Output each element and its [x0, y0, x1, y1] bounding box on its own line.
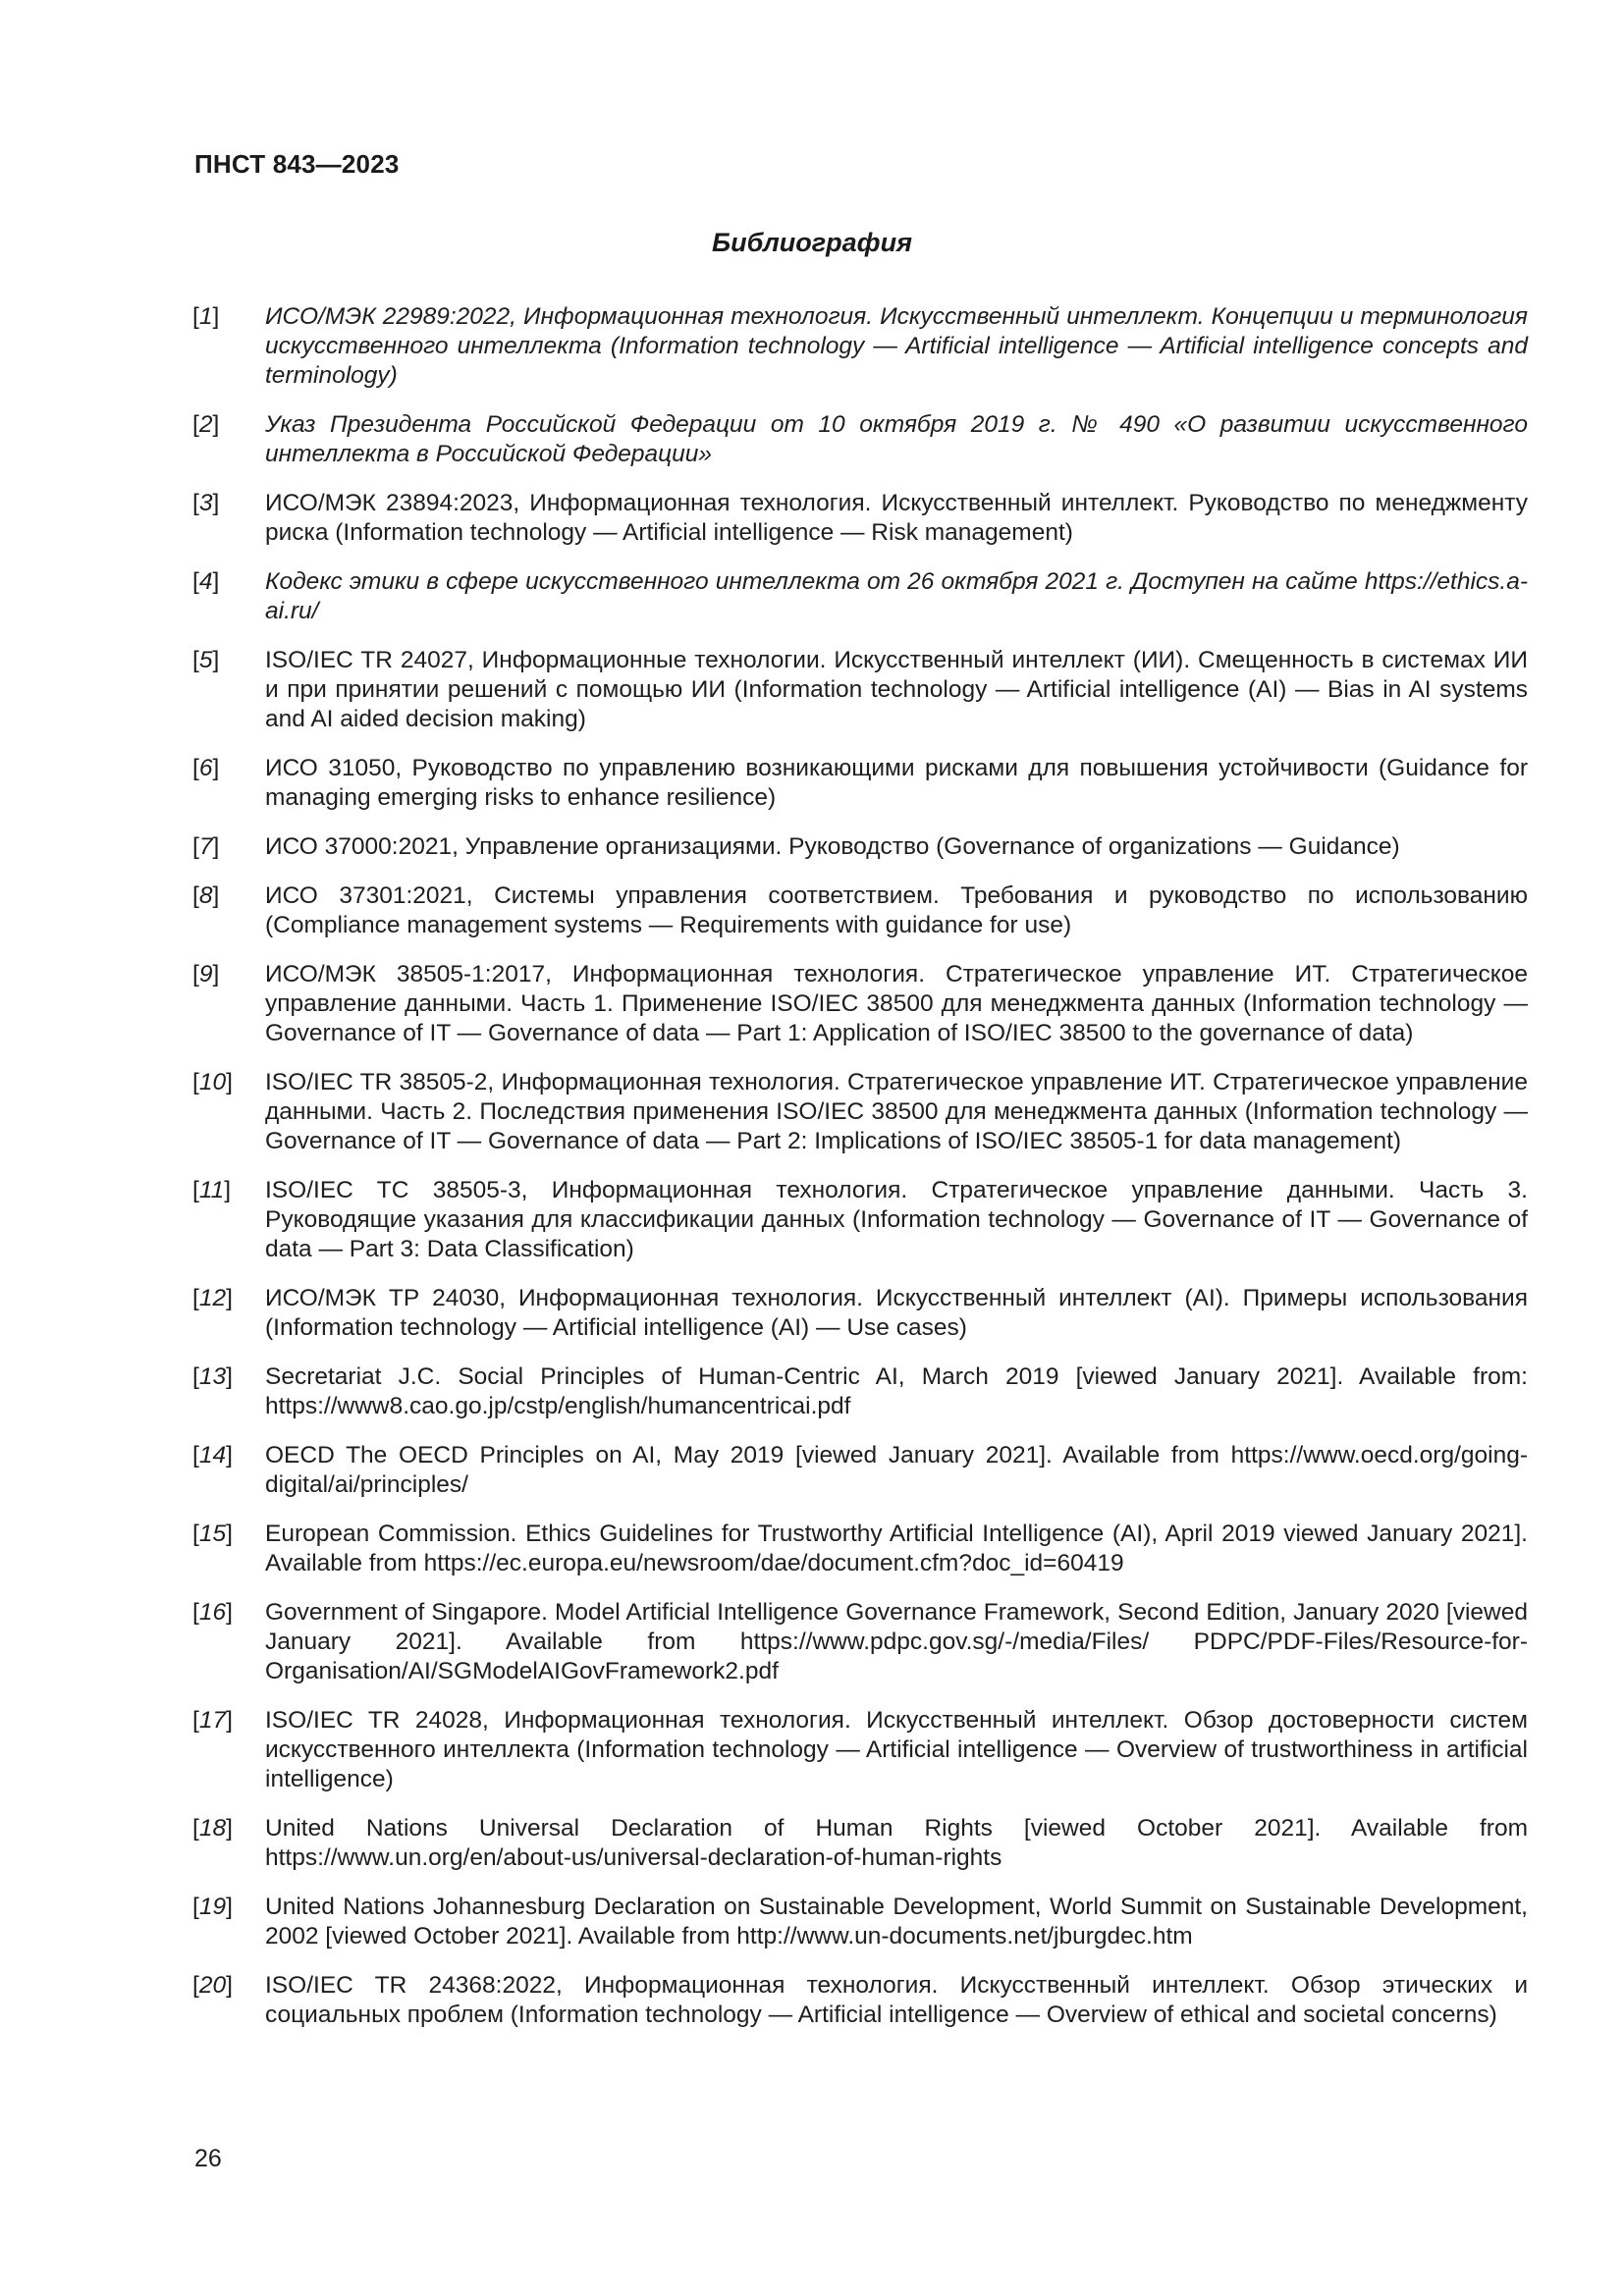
entry-number: [6] [192, 755, 220, 781]
entry-number: [3] [192, 490, 220, 516]
page-number: 26 [194, 2145, 222, 2172]
bibliography-entry [192, 302, 1528, 391]
entry-number: [18] [192, 1815, 233, 1842]
entry-number-value: 10 [198, 1069, 227, 1095]
entry-number-value: 3 [198, 490, 213, 516]
bibliography-entry [192, 567, 1528, 626]
entry-text: OECD The OECD Principles on AI, May 2019 [viewed January 2021]. Available from https://www.oecd.org/going-digital/ai/principles/ [265, 1442, 1528, 1498]
entry-text: ИСО/МЭК 22989:2022, Информационная технология. Искусственный интеллект. Концепции и терминология искусственного интеллекта (Information technology — Artificial intelligence — Artificial intelligence concepts and terminology) [265, 303, 1528, 389]
entry-number: [8] [192, 882, 220, 909]
bibliography-entry [192, 646, 1528, 734]
entry-text: ISO/IEC TR 24027, Информационные технологии. Искусственный интеллект (ИИ). Смещенность в системах ИИ и при принятии решений с помощью ИИ (Information technology — Artificial intelligence (AI) — Bias in AI systems and AI aided decision making) [265, 647, 1528, 732]
bibliography-entry [192, 1068, 1528, 1156]
entry-number-value: 5 [198, 647, 213, 673]
entry-number-value: 12 [198, 1285, 227, 1311]
bibliography-entry [192, 1971, 1528, 2030]
entry-number-value: 7 [198, 833, 213, 860]
entry-number-value: 9 [198, 961, 213, 988]
entry-number-value: 6 [198, 755, 213, 781]
entry-number-value: 13 [198, 1363, 227, 1390]
bibliography-entry [192, 1520, 1528, 1578]
entry-text: United Nations Johannesburg Declaration on Sustainable Development, World Summit on Sustainable Development, 2002 [viewed October 2021]. Available from http://www.un-documents.net/jburgdec.htm [265, 1894, 1528, 1949]
entry-text: Secretariat J.C. Social Principles of Human-Centric AI, March 2019 [viewed January 2021]. Available from: https://www8.cao.go.jp/cstp/english/humancentricai.pdf [265, 1363, 1528, 1419]
entry-number: [19] [192, 1894, 233, 1920]
entry-number-value: 11 [198, 1177, 225, 1203]
entry-text: Кодекс этики в сфере искусственного интеллекта от 26 октября 2021 г. Доступен на сайте https://ethics.a-ai.ru/ [265, 568, 1528, 624]
bibliography-entry [192, 1706, 1528, 1794]
bibliography-entry [192, 489, 1528, 548]
entry-text: ISO/IEC TR 24028, Информационная технология. Искусственный интеллект. Обзор достоверности систем искусственного интеллекта (Information technology — Artificial intelligence — Overview of trustworthiness in artificial intelligence) [265, 1707, 1528, 1792]
document-code: ПНСТ 843—2023 [194, 149, 400, 179]
bibliography-entry [192, 1814, 1528, 1873]
entry-number: [4] [192, 568, 220, 595]
entry-number: [9] [192, 961, 220, 988]
entry-number-value: 17 [198, 1707, 227, 1734]
entry-number: [2] [192, 411, 220, 438]
entry-text: ИСО/МЭК 23894:2023, Информационная технология. Искусственный интеллект. Руководство по менеджменту риска (Information technology — Artificial intelligence — Risk management) [265, 490, 1528, 546]
entry-text: ИСО 31050, Руководство по управлению возникающими рисками для повышения устойчивости (Guidance for managing emerging risks to enhance resilience) [265, 755, 1528, 811]
entry-number-value: 4 [198, 568, 213, 595]
entry-number: [10] [192, 1069, 233, 1095]
entry-number-value: 20 [198, 1972, 227, 1999]
entry-number-value: 18 [198, 1815, 227, 1842]
entry-text: Указ Президента Российской Федерации от 10 октября 2019 г. № 490 «О развитии искусственного интеллекта в Российской Федерации» [265, 411, 1528, 467]
entry-text: ИСО 37301:2021, Системы управления соответствием. Требования и руководство по использованию (Compliance management systems — Requirements with guidance for use) [265, 882, 1528, 938]
entry-number-value: 14 [198, 1442, 227, 1468]
bibliography-entry [192, 410, 1528, 469]
bibliography-list [192, 302, 1528, 2050]
entry-number: [5] [192, 647, 220, 673]
entry-number: [16] [192, 1599, 233, 1626]
bibliography-entry [192, 1441, 1528, 1500]
bibliography-entry [192, 1284, 1528, 1343]
bibliography-entry [192, 1893, 1528, 1951]
entry-number: [1] [192, 303, 220, 330]
entry-number: [12] [192, 1285, 233, 1311]
entry-number: [7] [192, 833, 220, 860]
entry-number: [13] [192, 1363, 233, 1390]
entry-text: ИСО/МЭК 38505-1:2017, Информационная технология. Стратегическое управление ИТ. Стратегическое управление данными. Часть 1. Применение ISO/IEC 38500 для менеджмента данных (Information technology — Governance of IT — Governance of data — Part 1: Application of ISO/IEC 38500 to the governance of data) [265, 961, 1528, 1046]
bibliography-entry [192, 881, 1528, 940]
entry-text: Government of Singapore. Model Artificial Intelligence Governance Framework, Second Edition, January 2020 [viewed January 2021]. Available from https://www.pdpc.gov.sg/-/media/Files/ PDPC/PDF-Files/Resource-for-Organisation/AI/SGModelAIGovFramework2.pdf [265, 1599, 1528, 1684]
entry-number-value: 1 [198, 303, 213, 330]
entry-text: ISO/IEC TR 38505-2, Информационная технология. Стратегическое управление ИТ. Стратегическое управление данными. Часть 2. Последствия применения ISO/IEC 38500 для менеджмента данных (Information technology — Governance of IT — Governance of data — Part 2: Implications of ISO/IEC 38505-1 for data management) [265, 1069, 1528, 1154]
bibliography-entry [192, 754, 1528, 813]
entry-text: ИСО 37000:2021, Управление организациями. Руководство (Governance of organizations — Guidance) [265, 833, 1400, 860]
entry-number-value: 2 [198, 411, 213, 438]
entry-text: United Nations Universal Declaration of Human Rights [viewed October 2021]. Available from https://www.un.org/en/about-us/universal-declaration-of-human-rights [265, 1815, 1528, 1871]
bibliography-entry [192, 1598, 1528, 1686]
entry-text: ИСО/МЭК ТР 24030, Информационная технология. Искусственный интеллект (AI). Примеры использования (Information technology — Artificial intelligence (AI) — Use cases) [265, 1285, 1528, 1341]
bibliography-entry [192, 1176, 1528, 1264]
entry-number-value: 16 [198, 1599, 227, 1626]
entry-number: [14] [192, 1442, 233, 1468]
entry-number-value: 8 [198, 882, 213, 909]
entry-number: [15] [192, 1521, 233, 1547]
entry-number: [20] [192, 1972, 233, 1999]
entry-number: [17] [192, 1707, 233, 1734]
entry-number: [11] [192, 1177, 232, 1203]
bibliography-entry [192, 1362, 1528, 1421]
entry-number-value: 15 [198, 1521, 227, 1547]
entry-text: European Commission. Ethics Guidelines for Trustworthy Artificial Intelligence (AI), April 2019 viewed January 2021]. Available from https://ec.europa.eu/newsroom/dae/document.cfm?doc_id=60419 [265, 1521, 1528, 1576]
entry-text: ISO/IEC TC 38505-3, Информационная технология. Стратегическое управление данными. Часть 3. Руководящие указания для классификации данных (Information technology — Governance of IT — Governance of data — Part 3: Data Classification) [265, 1177, 1528, 1262]
entry-text: ISO/IEC TR 24368:2022, Информационная технология. Искусственный интеллект. Обзор этических и социальных проблем (Information technology — Artificial intelligence — Overview of ethical and societal concerns) [265, 1972, 1528, 2028]
bibliography-entry [192, 832, 1528, 862]
entry-number-value: 19 [198, 1894, 227, 1920]
bibliography-title: Библиография [712, 228, 912, 257]
bibliography-entry [192, 960, 1528, 1048]
